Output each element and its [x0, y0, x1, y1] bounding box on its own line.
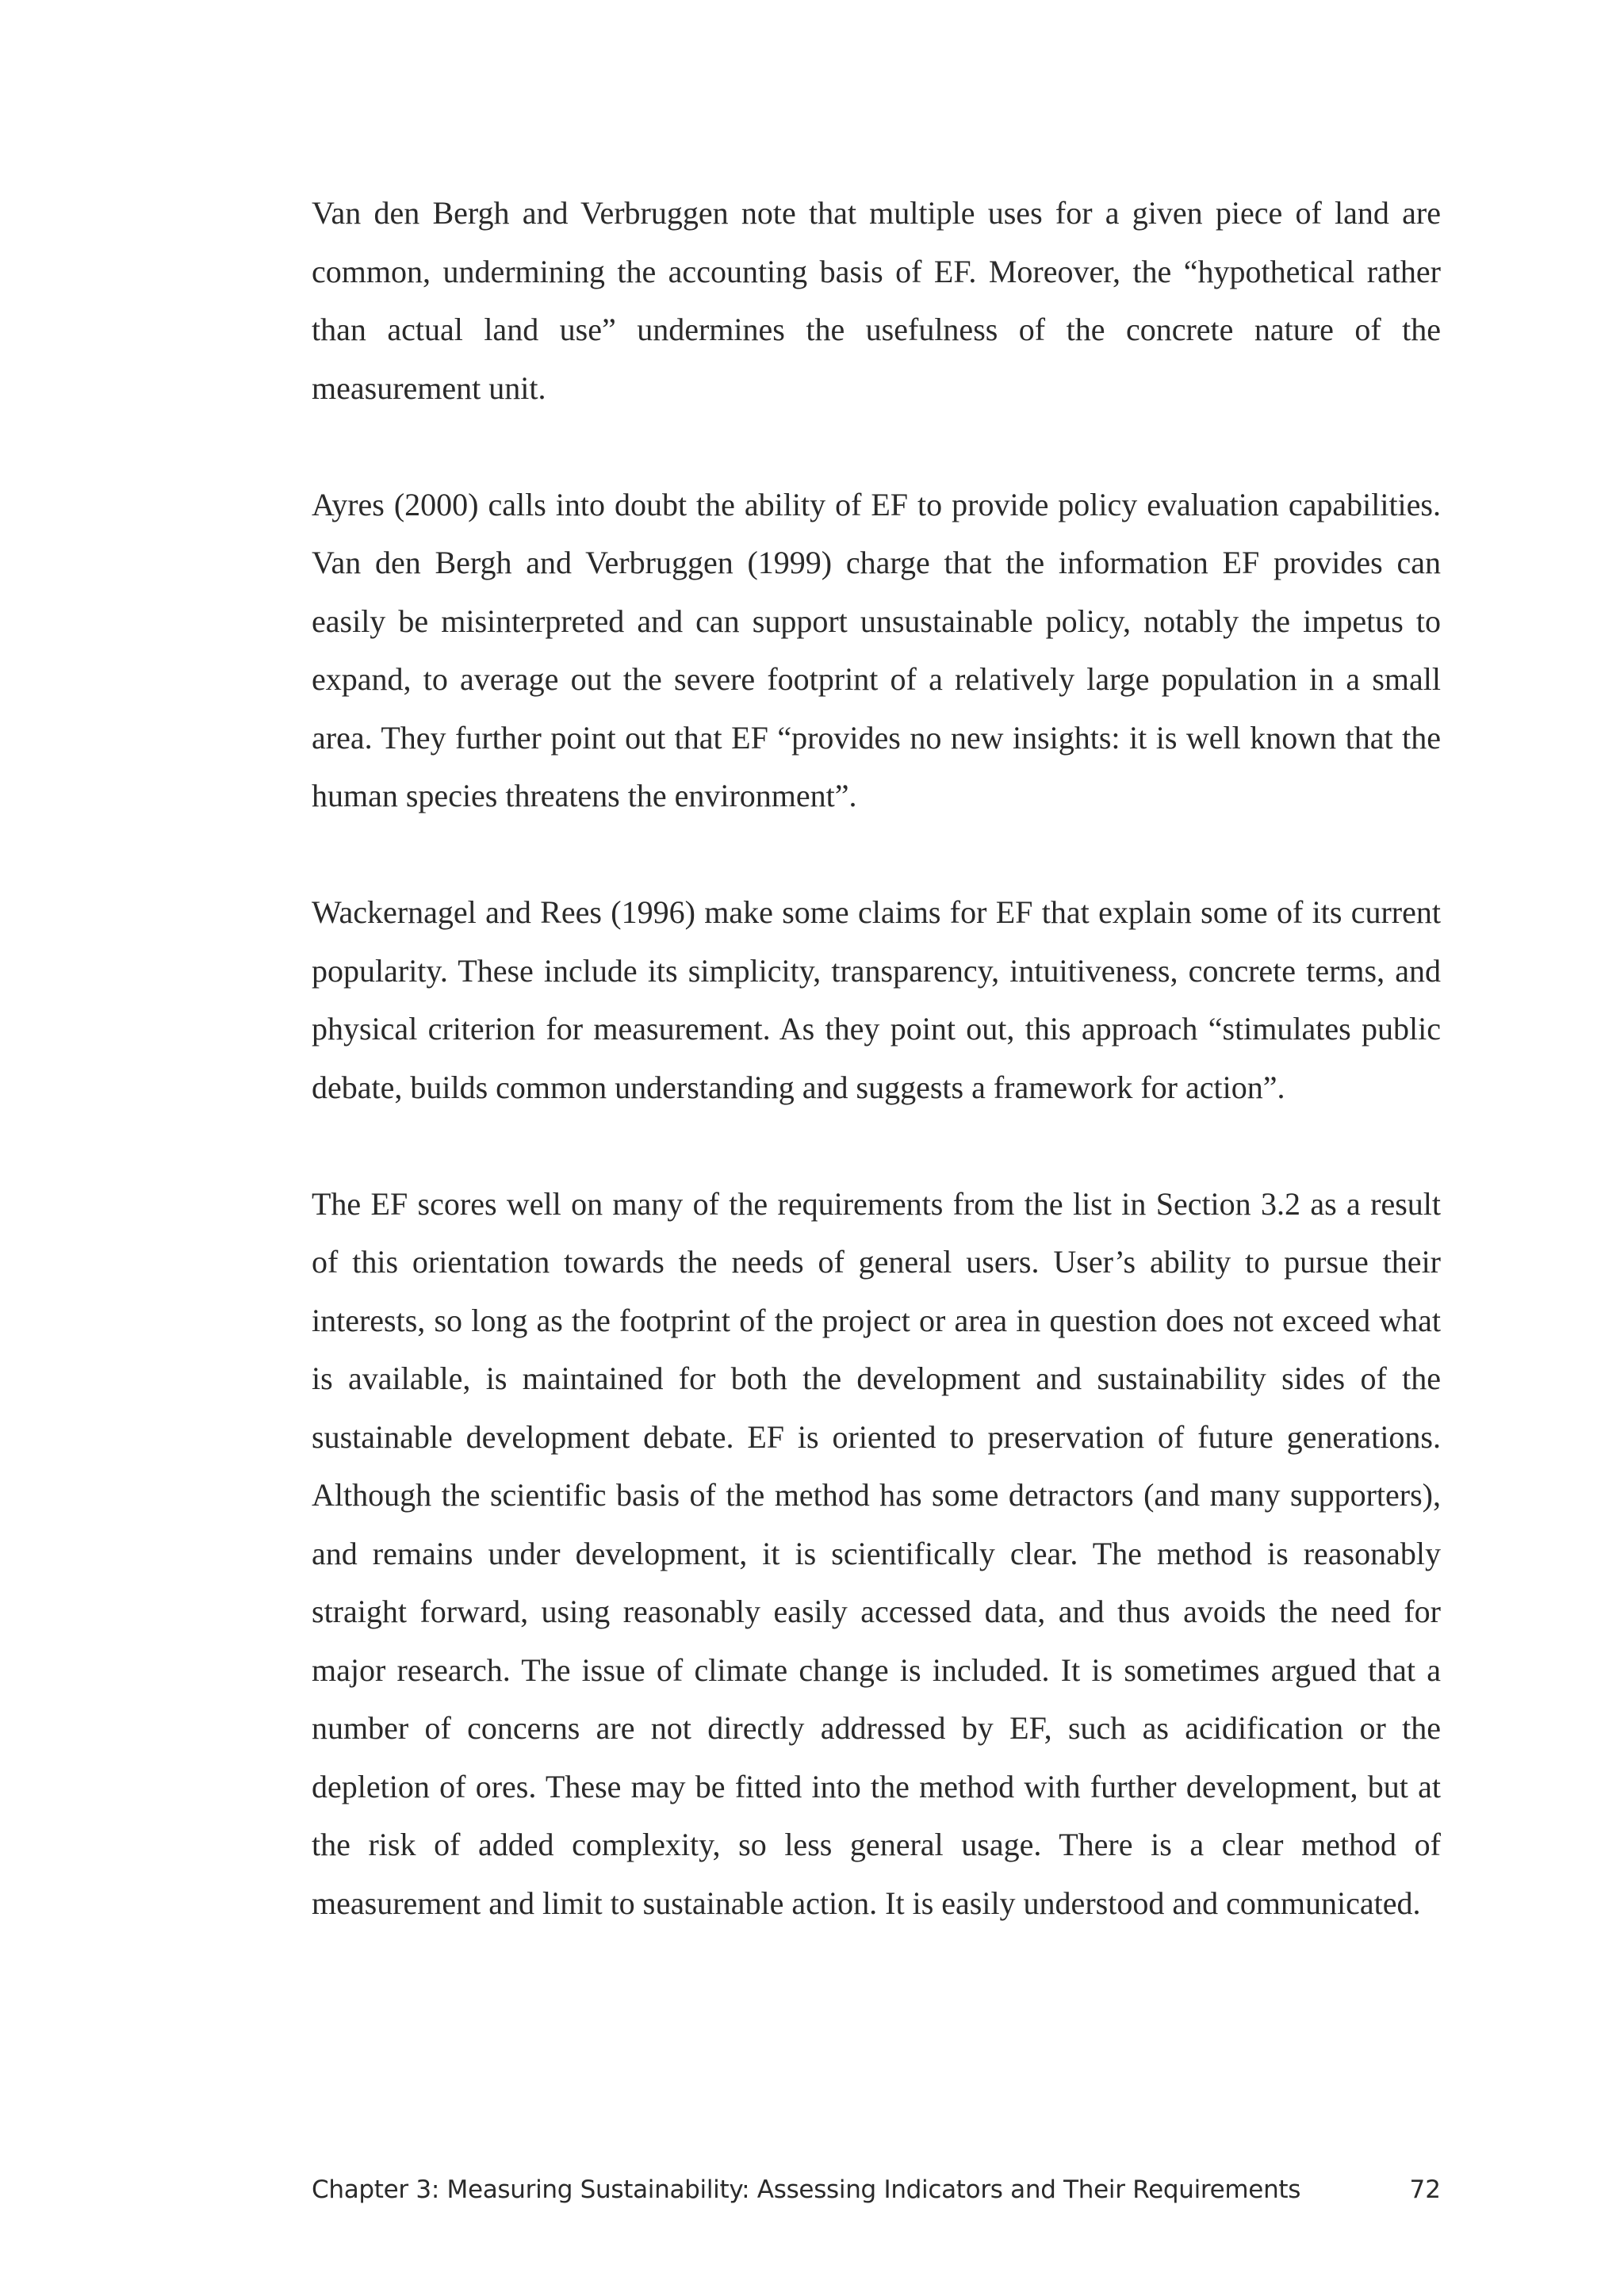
body-text	[312, 184, 1441, 1932]
paragraph-1: Van den Bergh and Verbruggen note that multiple uses for a given piece of land are common, undermining the accounting basis of EF. Moreover, the “hypothetical rather than actual land use” undermines the usefulness of the concrete nature of the measurement unit.	[312, 195, 1441, 406]
paragraph-4: The EF scores well on many of the requirements from the list in Section 3.2 as a result of this orientation towards the needs of general users. User’s ability to pursue their interests, so long as the footprint of the project or area in question does not exceed what is available, is maintained for both the development and sustainability sides of the sustainable development debate. EF is oriented to preservation of future generations. Although the scientific basis of the method has some detractors (and many supporters), and remains under development, it is scientifically clear. The method is reasonably straight forward, using reasonably easily accessed data, and thus avoids the need for major research. The issue of climate change is included. It is sometimes argued that a number of concerns are not directly addressed by EF, such as acidification or the depletion of ores. These may be fitted into the method with further development, but at the risk of added complexity, so less general usage. There is a clear method of measurement and limit to sustainable action. It is easily understood and communicated.	[312, 1185, 1441, 1921]
page-footer	[312, 2174, 1441, 2206]
footer-chapter-title: Chapter 3: Measuring Sustainability: Assessing Indicators and Their Requirements	[312, 2175, 1301, 2204]
page-number: 72	[1409, 2175, 1441, 2204]
paragraph-2: Ayres (2000) calls into doubt the ability of EF to provide policy evaluation capabilities. Van den Bergh and Verbruggen (1999) charge that the information EF provides can easily be misinterpreted and can support unsustainable policy, notably the impetus to expand, to average out the severe footprint of a relatively large population in a small area. They further point out that EF “provides no new insights: it is well known that the human species threatens the environment”.	[312, 486, 1441, 813]
paragraph-3: Wackernagel and Rees (1996) make some claims for EF that explain some of its current popularity. These include its simplicity, transparency, intuitiveness, concrete terms, and physical criterion for measurement. As they point out, this approach “stimulates public debate, builds common understanding and suggests a framework for action”.	[312, 894, 1441, 1105]
